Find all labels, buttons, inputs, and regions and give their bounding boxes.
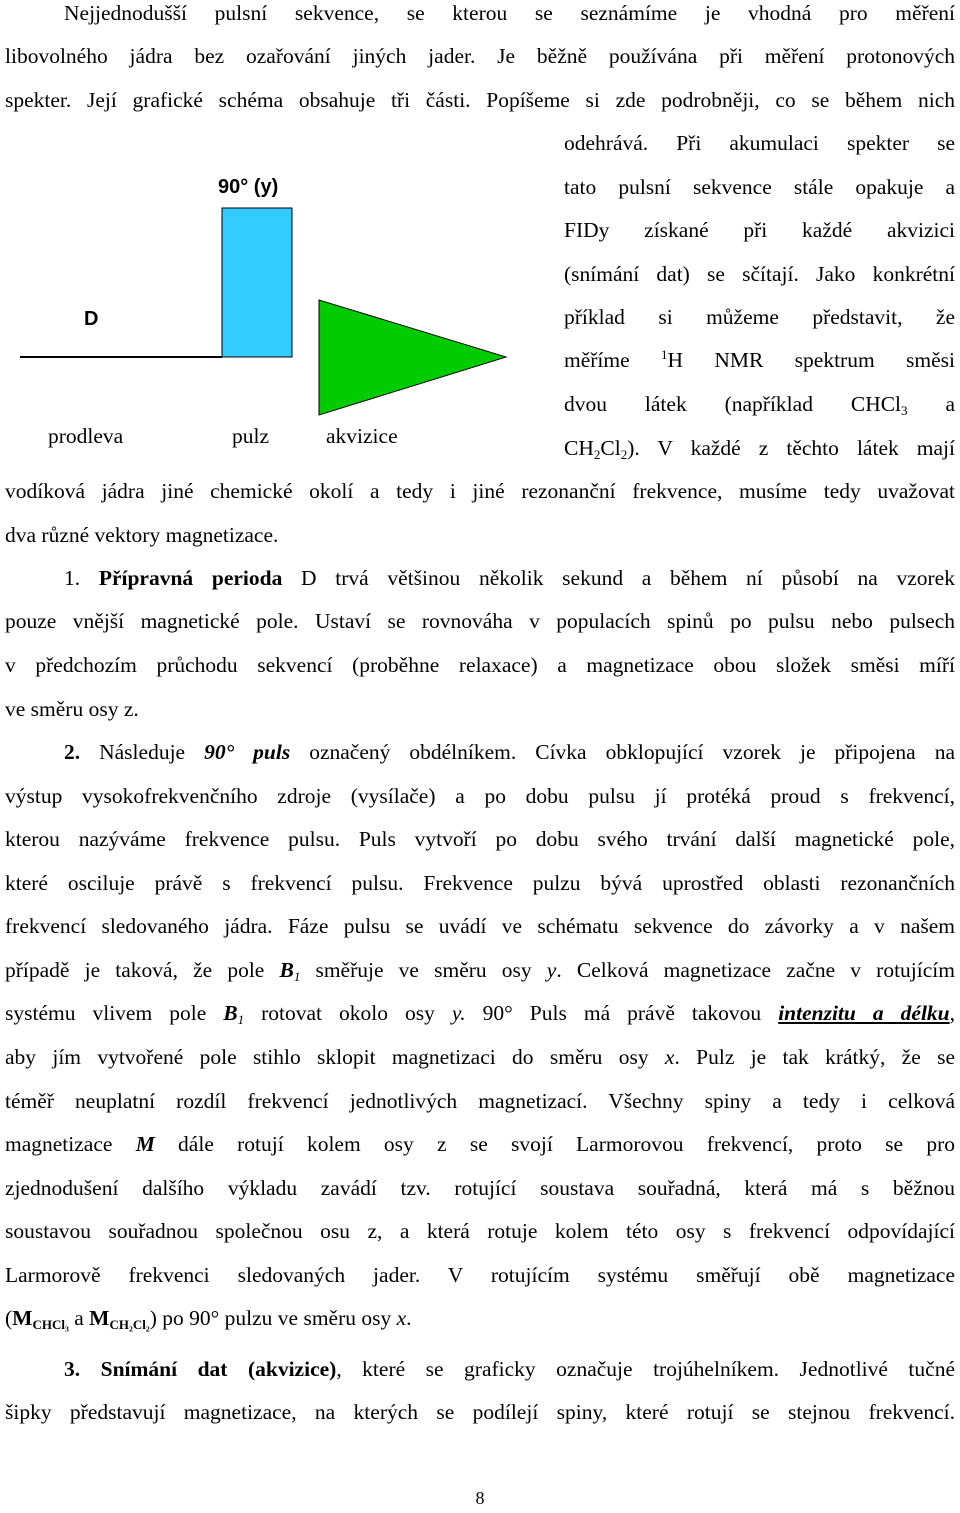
intro-line-1: Nejjednodušší pulsní sekvence, se kterou se seznámíme je vhodná pro měření [64, 1, 955, 25]
p2-line-7: systému vlivem pole $B_1$ rotovat okolo osy y. 90° Puls má právě takovou intenzitu a délku, [5, 1001, 955, 1027]
pulse-sequence-diagram [0, 0, 540, 470]
intro-right-line-3: FIDy získané při každé akvizici [564, 218, 955, 242]
p2-line-11: zjednodušení dalšího výkladu zavádí tzv. rotující soustava souřadná, která má s běžnou [5, 1176, 955, 1200]
delay-d-label: D [84, 308, 99, 330]
p1-line-4: ve směru osy z. [5, 697, 139, 721]
phase-label-delay: prodleva [48, 424, 124, 448]
pulse-label: 90° (y) [218, 176, 279, 198]
p2-line-3: kterou nazýváme frekvence pulsu. Puls vytvoří po dobu svého trvání další magnetické pole, [5, 827, 955, 851]
p2-line-10: magnetizace M dále rotují kolem osy z se svojí Larmorovou frekvencí, proto se pro [5, 1132, 955, 1156]
p1-line-2: pouze vnější magnetické pole. Ustaví se rovnováha v populacích spinů po pulsu nebo pulsech [5, 609, 955, 633]
intro-right-line-1: odehrává. Při akumulaci spekter se [564, 131, 955, 155]
p2-line-14: ($M_{CHCl_3}$ a $M_{CH_2Cl_2}$) po 90° pulzu ve směru osy x. [5, 1306, 412, 1332]
p2-line-12: soustavou souřadnou společnou osu z, a která rotuje kolem této osy s frekvencí odpovídající [5, 1219, 955, 1243]
intro-line-4: vodíková jádra jiné chemické okolí a tedy i jiné rezonanční frekvence, musíme tedy uvažovat [5, 479, 955, 503]
p3-line-1: 3. Snímání dat (akvizice), které se graficky označuje trojúhelníkem. Jednotlivé tučné [64, 1357, 955, 1381]
intro-right-line-7: dvou látek (například CHCl$_3$ a [564, 392, 955, 418]
intro-right-line-5: příklad si můžeme představit, že [564, 305, 955, 329]
intro-right-line-6: měříme $^1$H NMR spektrum směsi [564, 347, 955, 372]
pulse-rectangle [222, 208, 292, 357]
phase-label-pulse: pulz [232, 424, 270, 448]
intro-right-line-4: (snímání dat) se sčítají. Jako konkrétní [564, 262, 955, 286]
p2-line-8: aby jím vytvořené pole stihlo sklopit magnetizaci do směru osy x. Pulz je tak krátký, že se [5, 1045, 955, 1069]
p3-line-2: šipky představují magnetizace, na kterých se podílejí spiny, které rotují se stejnou frekvencí. [5, 1400, 955, 1424]
intro-line-5: dva různé vektory magnetizace. [5, 523, 279, 547]
p2-line-13: Larmorově frekvenci sledovaných jader. V rotujícím systému směřují obě magnetizace [5, 1263, 955, 1287]
acquisition-triangle [319, 300, 506, 415]
intro-right-line-8: $CH_2Cl_2$). V každé z těchto látek mají [564, 436, 955, 462]
intro-line-3: spekter. Její grafické schéma obsahuje tři části. Popíšeme si zde podrobněji, co se během nich [5, 88, 955, 112]
page-number: 8 [475, 1488, 485, 1508]
p2-line-9: téměř neuplatní rozdíl frekvencí jednotlivých magnetizací. Všechny spiny a tedy i celková [5, 1089, 955, 1113]
intro-line-2: libovolného jádra bez ozařování jiných jader. Je běžně používána při měření protonových [5, 44, 955, 68]
intro-right-line-2: tato pulsní sekvence stále opakuje a [564, 175, 955, 199]
p2-line-6: případě je taková, že pole $B_1$ směřuje ve směru osy y. Celková magnetizace začne v rotujícím [5, 958, 955, 984]
p1-line-1: 1. Přípravná perioda D trvá většinou několik sekund a během ní působí na vzorek [64, 566, 955, 590]
p1-line-3: v předchozím průchodu sekvencí (proběhne relaxace) a magnetizace obou složek směsi míří [5, 653, 955, 677]
p2-line-1: 2. Následuje 90° puls označený obdélníkem. Cívka obklopující vzorek je připojena na [64, 740, 955, 764]
p2-line-5: frekvencí sledovaného jádra. Fáze pulsu se uvádí ve schématu sekvence do závorky a v našem [5, 914, 955, 938]
phase-label-acquisition: akvizice [326, 424, 398, 448]
p2-line-4: které osciluje právě s frekvencí pulsu. Frekvence pulzu bývá uprostřed oblasti rezonančních [5, 871, 955, 895]
p2-line-2: výstup vysokofrekvenčního zdroje (vysílače) a po dobu pulsu jí protéká proud s frekvencí, [5, 784, 955, 808]
